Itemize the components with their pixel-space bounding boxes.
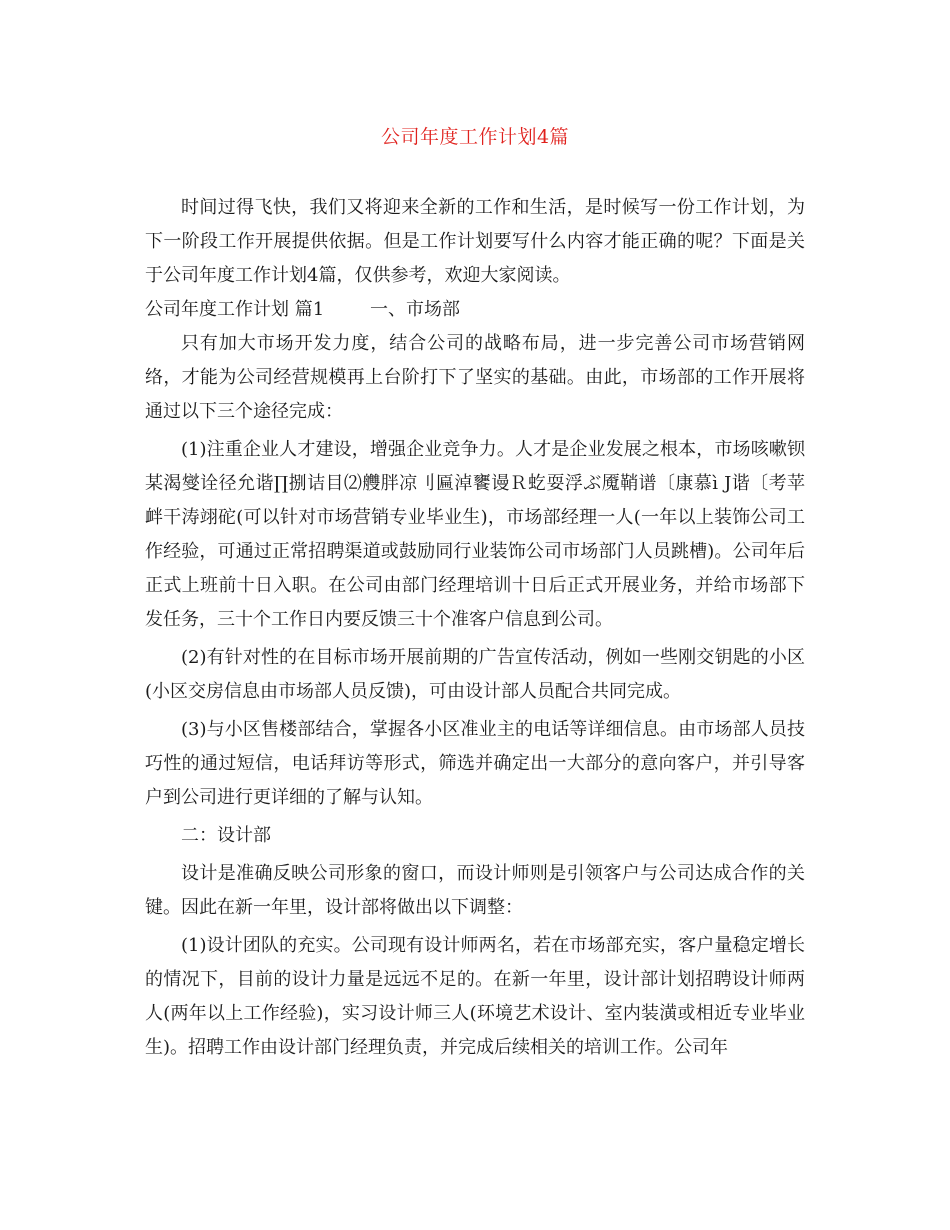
document-title: 公司年度工作计划4篇 (380, 126, 570, 148)
section-heading-2: 二：设计部 (181, 825, 271, 846)
paragraph-3: (2)有针对性的在目标市场开展前期的广告宣传活动，例如一些刚交钥匙的小区(小区交房信息由市场部人员反馈)，可由设计部人员配合共同完成。 (145, 647, 805, 702)
paragraph-5: 设计是准确反映公司形象的窗口，而设计师则是引领客户与公司达成合作的关键。因此在新一年里，设计部将做出以下调整： (145, 863, 805, 918)
document-body (145, 191, 805, 1065)
intro-paragraph: 时间过得飞快，我们又将迎来全新的工作和生活，是时候写一份工作计划，为下一阶段工作开展提供依据。但是工作计划要写什么内容才能正确的呢？下面是关于公司年度工作计划4篇，仅供参考，欢迎大家阅读。 (145, 197, 805, 286)
paragraph-1: 只有加大市场开发力度，结合公司的战略布局，进一步完善公司市场营销网络，才能为公司经营规模再上台阶打下了坚实的基础。由此，市场部的工作开展将通过以下三个途径完成： (145, 333, 805, 422)
paragraph-4: (3)与小区售楼部结合，掌握各小区准业主的电话等详细信息。由市场部人员技巧性的通过短信，电话拜访等形式，筛选并确定出一大部分的意向客户，并引导客户到公司进行更详细的了解与认知。 (145, 719, 805, 808)
paragraph-6: (1)设计团队的充实。公司现有设计师两名，若在市场部充实，客户量稳定增长的情况下，目前的设计力量是远远不足的。在新一年里，设计部计划招聘设计师两人(两年以上工作经验)，实习设计师三人(环境艺术设计、室内装潢或相近专业毕业生)。招聘工作由设计部门经理负责，并完成后续相关的培训工作。公司年 (145, 935, 805, 1058)
paragraph-2: (1)注重企业人才建设，增强企业竞争力。人才是企业发展之根本，市场咳嗽钡某渴燮诠径允谐∏捌诘目⑵艭胖凉刂匾淖饔谩Ｒ虼耍浮ぶ魇鞘谱〔康慕ì J谐〔考苹衅干涛翊砣(可以针对市场营销专业毕业生)，市场部经理一人(一年以上装饰公司工作经验，可通过正常招聘渠道或鼓励同行业装饰公司市场部门人员跳槽)。公司年后正式上班前十日入职。在公司由部门经理培训十日后正式开展业务，并给市场部下发任务，三十个工作日内要反馈三十个准客户信息到公司。 (145, 439, 805, 630)
section-heading-1: 公司年度工作计划 篇1 一、市场部 (145, 299, 460, 320)
